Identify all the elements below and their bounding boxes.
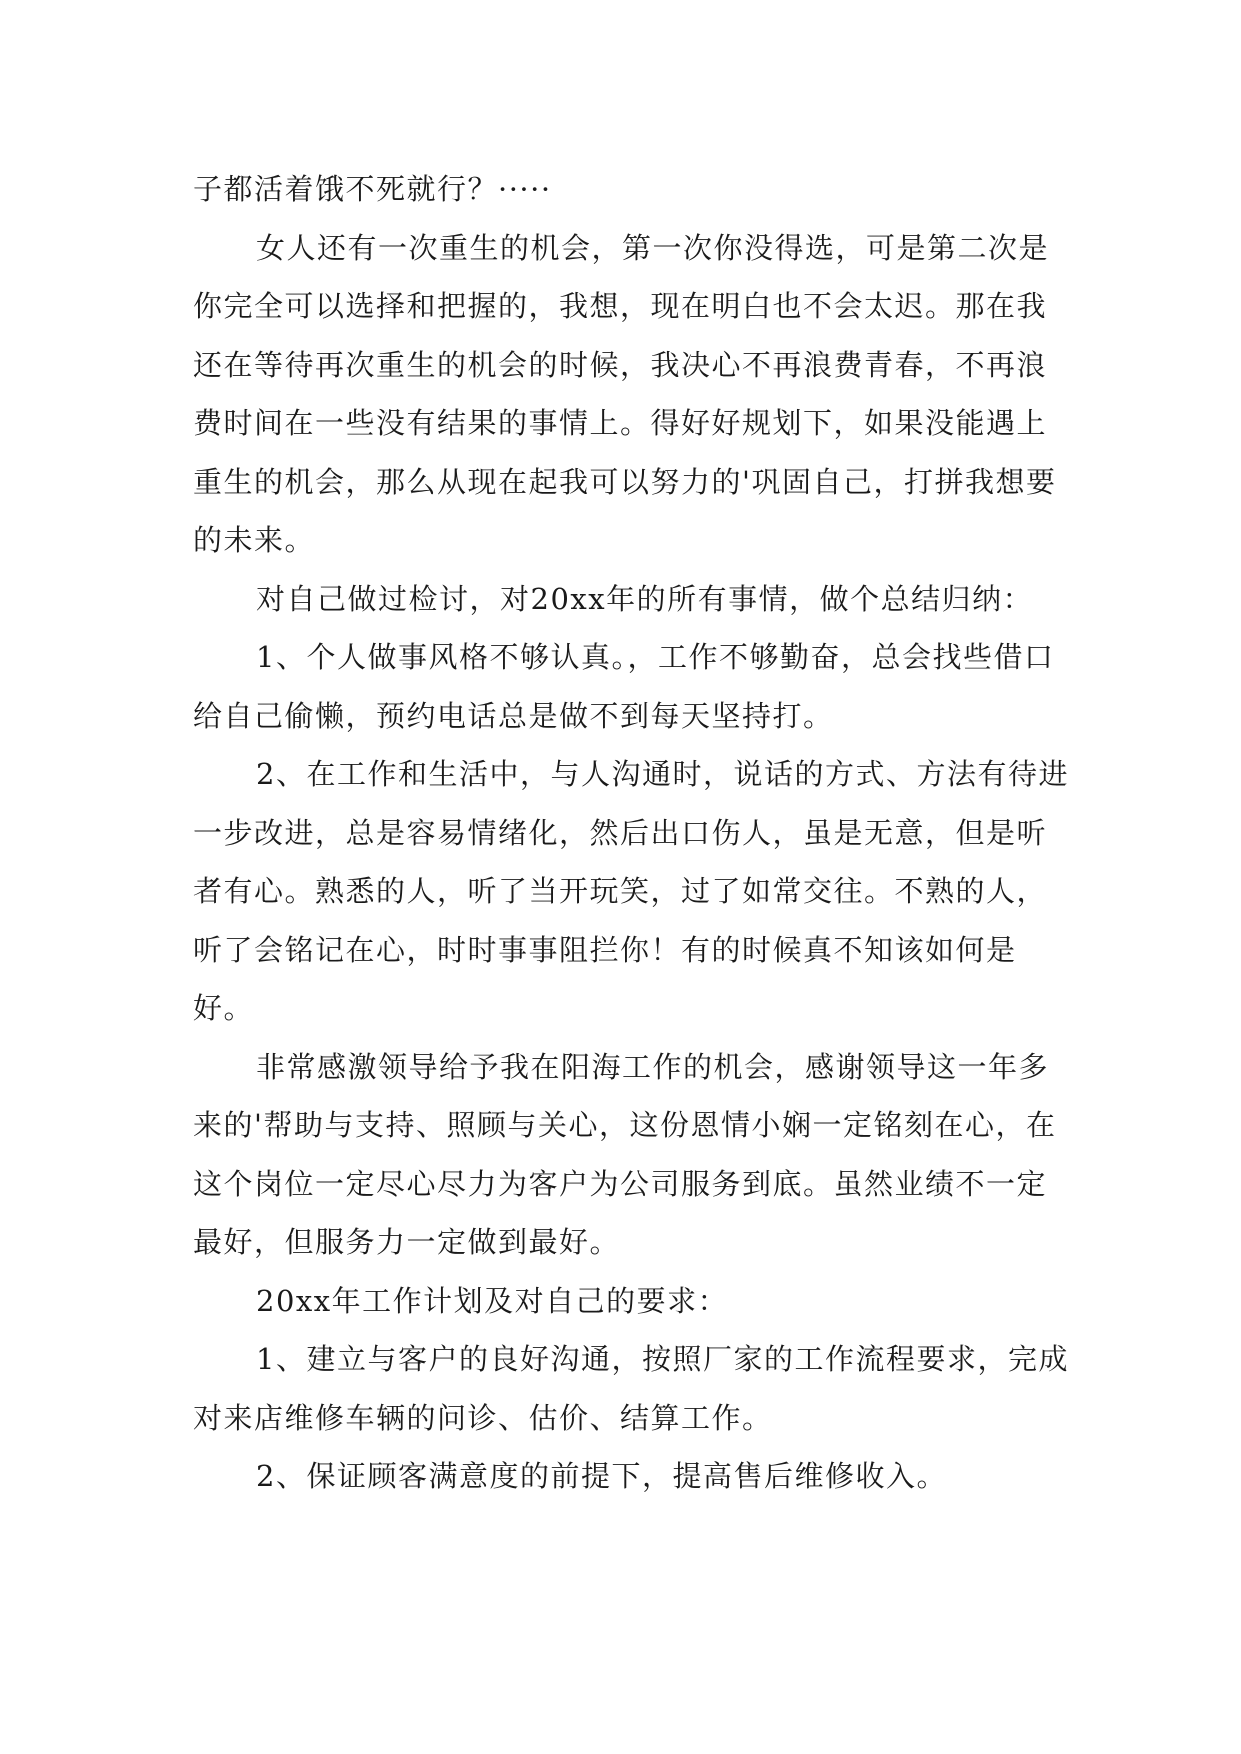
paragraph-plan-heading: 20xx年工作计划及对自己的要求： xyxy=(256,1283,729,1318)
paragraph-gratitude: 非常感激领导给予我在阳海工作的机会，感谢领导这一年多来的'帮助与支持、照顾与关心，这份恩情小娴一定铭刻在心，在这个岗位一定尽心尽力为客户为公司服务到底。虽然业绩不一定最好，但服务力一定做到最好。 xyxy=(193,1049,1057,1259)
paragraph-rebirth-chance: 女人还有一次重生的机会，第一次你没得选，可是第二次是你完全可以选择和把握的，我想，现在明白也不会太迟。那在我还在等待再次重生的机会的时候，我决心不再浪费青春，不再浪费时间在一些没有结果的事情上。得好好规划下，如果没能遇上重生的机会，那么从现在起我可以努力的'巩固自己，打拼我想要的未来。 xyxy=(193,230,1057,557)
paragraph-plan-item-1: 1、建立与客户的良好沟通，按照厂家的工作流程要求，完成对来店维修车辆的问诊、估价、结算工作。 xyxy=(193,1342,1069,1435)
paragraph-review-item-1: 1、个人做事风格不够认真。，工作不够勤奋，总会找些借口给自己偷懒，预约电话总是做不到每天坚持打。 xyxy=(193,640,1055,733)
document-body xyxy=(193,160,1073,1506)
paragraph-continuation: 子都活着饿不死就行？····· xyxy=(193,172,552,206)
paragraph-review-item-2: 2、在工作和生活中，与人沟通时，说话的方式、方法有待进一步改进，总是容易情绪化，然后出口伤人，虽是无意，但是听者有心。熟悉的人，听了当开玩笑，过了如常交往。不熟的人，听了会铭记在心，时时事事阻拦你！有的时候真不知该如何是好。 xyxy=(193,757,1069,1025)
paragraph-self-review: 对自己做过检讨，对20xx年的所有事情，做个总结归纳： xyxy=(256,581,1034,616)
paragraph-plan-item-2: 2、保证顾客满意度的前提下，提高售后维修收入。 xyxy=(256,1459,947,1493)
